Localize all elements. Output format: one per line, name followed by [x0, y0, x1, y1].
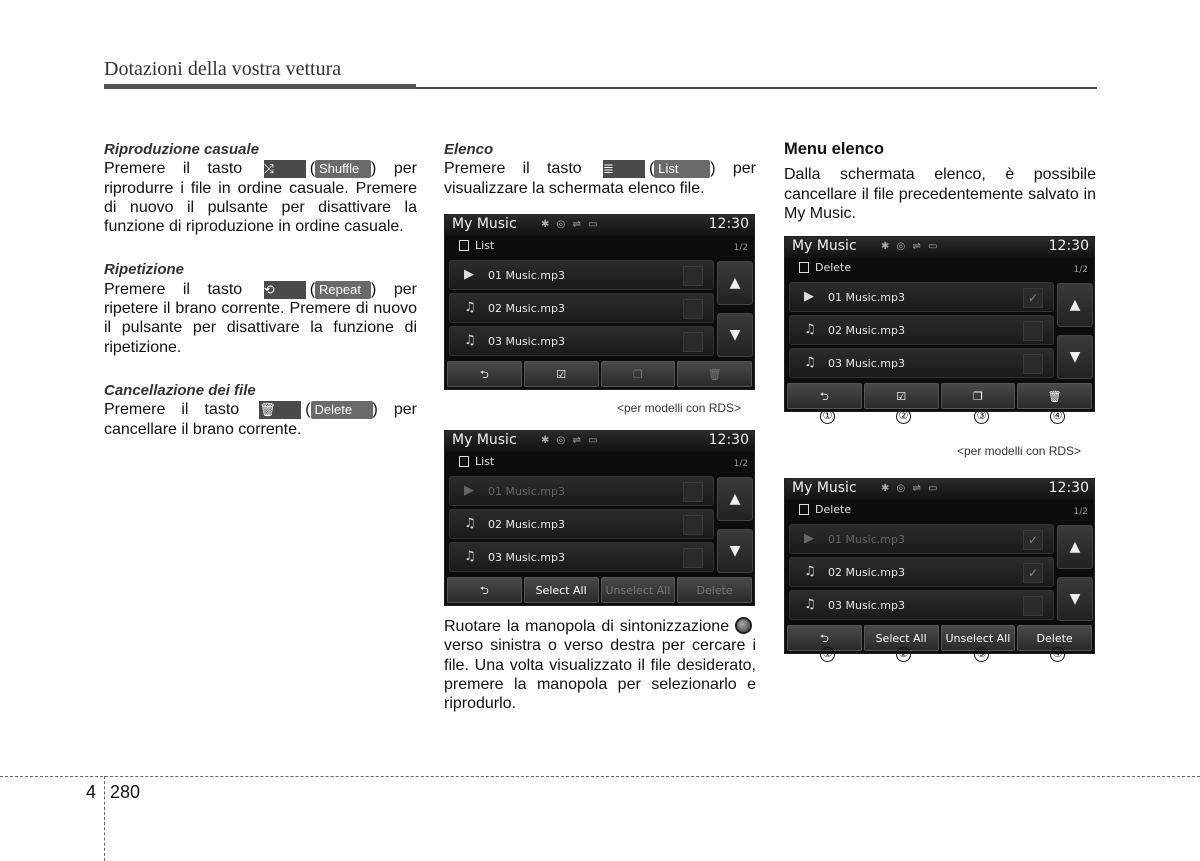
screen-clock: 12:30 [1048, 480, 1089, 496]
file-name: 01 Music.mp3 [828, 533, 905, 546]
list-item[interactable] [449, 326, 714, 356]
screen-clock: 12:30 [1048, 238, 1089, 254]
caption-rds: <per modelli con RDS> [617, 401, 742, 415]
page-indicator: 1/2 [1073, 507, 1088, 517]
file-name: 03 Music.mp3 [828, 357, 905, 370]
file-name: 03 Music.mp3 [488, 551, 565, 564]
scroll-down-button[interactable]: ▼ [1057, 335, 1093, 379]
section-title-shuffle: Riproduzione casuale [104, 141, 260, 158]
text-fragment: Premere il tasto [444, 160, 582, 178]
knob-text [444, 617, 756, 713]
callout-1: ① [820, 647, 835, 662]
page-number: 280 [110, 782, 141, 802]
repeat-icon: ⟲ [264, 281, 306, 299]
column-middle-bottom [444, 617, 756, 713]
page-indicator: 1/2 [733, 459, 748, 469]
section-text-repeat: Premere il tasto ⟲ ( Repeat ) per ripetere il brano corrente. Premere di nuovo il pulsante per disattivare la funzione di ripetizione. [104, 280, 417, 356]
file-name: 02 Music.mp3 [488, 518, 565, 531]
list-button-label: List [654, 160, 710, 178]
callout-4: ④ [1050, 647, 1065, 662]
screen-clock: 12:30 [708, 216, 749, 232]
file-name: 01 Music.mp3 [488, 269, 565, 282]
status-icons: ✱ ◎ ⇌ ▭ [541, 435, 600, 446]
music-note-icon: ♫ [464, 549, 476, 564]
section-text-list: Premere il tasto ≣ ( List ) per visualizzare la schermata elenco file. [444, 160, 756, 197]
scroll-down-button[interactable]: ▼ [1057, 577, 1093, 621]
file-name: 02 Music.mp3 [828, 324, 905, 337]
callout-numbers [784, 647, 1095, 663]
chapter-number: 4 [86, 782, 97, 802]
text-fragment: verso sinistra o verso destra per cercare i file. Una volta visualizzato il file desiderato, premere la manopola per selezionarlo e riprodurlo. [444, 637, 756, 713]
checkbox[interactable] [1023, 596, 1043, 616]
checkbox[interactable] [683, 482, 703, 502]
music-note-icon: ♫ [804, 564, 816, 579]
footer-rule [0, 776, 1200, 777]
screen-delete-select [784, 478, 1095, 654]
play-icon: ▶ [804, 289, 814, 304]
callout-numbers [784, 409, 1095, 425]
music-note-icon: ♫ [464, 300, 476, 315]
screen-topbar [785, 237, 1094, 258]
section-text-menu: Dalla schermata elenco, è possibile cancellare il file precedentemente salvato in My Music. [784, 166, 1096, 222]
play-icon: ▶ [464, 483, 474, 498]
callout-2: ② [896, 647, 911, 662]
callout-2: ② [896, 409, 911, 424]
page-indicator: 1/2 [1073, 265, 1088, 275]
list-item[interactable] [789, 282, 1054, 312]
screen-list-select [444, 430, 755, 606]
mode-label: List [475, 239, 495, 252]
screen-app-title: My Music [792, 238, 857, 254]
scroll-up-button[interactable]: ▲ [1057, 283, 1093, 327]
text-fragment: per cancellare il brano corrente. [104, 401, 417, 438]
page-indicator: 1/2 [733, 243, 748, 253]
screen-mode [799, 503, 851, 516]
trash-button[interactable]: 🗑 [1017, 383, 1092, 409]
list-item[interactable] [449, 542, 714, 572]
list-item[interactable] [449, 293, 714, 323]
music-note-icon: ♫ [464, 516, 476, 531]
shuffle-button-label: Shuffle [315, 160, 371, 178]
checkbox-checked[interactable]: ✓ [1023, 288, 1043, 308]
screen-list [444, 214, 755, 390]
list-icon [799, 262, 809, 273]
music-note-icon: ♫ [464, 333, 476, 348]
trash-icon: 🗑 [259, 401, 301, 419]
select-all-button[interactable]: Select All [524, 577, 599, 603]
callout-3: ③ [974, 647, 989, 662]
repeat-button-label: Repeat [315, 281, 371, 299]
section-title-menu: Menu elenco [784, 140, 884, 158]
play-icon: ▶ [804, 531, 814, 546]
page-title: Dotazioni della vostra vettura [104, 58, 342, 80]
select-button[interactable]: ☑ [864, 383, 939, 409]
section-title-delete: Cancellazione dei file [104, 381, 256, 399]
section-text-delete: Premere il tasto 🗑 ( Delete ) per cancellare il brano corrente. [104, 401, 417, 438]
list-item[interactable] [449, 509, 714, 539]
spacer [104, 357, 417, 381]
copy-button[interactable]: ❐ [601, 361, 676, 387]
list-item[interactable] [449, 476, 714, 506]
back-button[interactable]: ⮌ [787, 625, 862, 651]
back-button[interactable]: ⮌ [787, 383, 862, 409]
tuning-knob-icon [735, 617, 752, 634]
mode-label: Delete [815, 261, 852, 274]
copy-button[interactable]: ❐ [941, 383, 1016, 409]
list-item[interactable] [449, 260, 714, 290]
mode-label: Delete [815, 503, 852, 516]
music-note-icon: ♫ [804, 322, 816, 337]
screen-app-title: My Music [452, 432, 517, 448]
checkbox-checked[interactable]: ✓ [1023, 563, 1043, 583]
screen-button-bar [445, 577, 754, 605]
header-rule-thick [104, 84, 416, 89]
mode-label: List [475, 455, 495, 468]
screen-mode [459, 239, 494, 252]
delete-button[interactable]: Delete [1017, 625, 1092, 651]
text-fragment: Premere il tasto [104, 280, 243, 298]
callout-1: ① [820, 409, 835, 424]
file-name: 01 Music.mp3 [828, 291, 905, 304]
text-fragment: per ripetere il brano corrente. Premere di nuovo il pulsante per disattivare la funzione di ripetizione. [104, 280, 417, 356]
status-icons: ✱ ◎ ⇌ ▭ [881, 483, 940, 494]
scroll-down-button[interactable]: ▼ [717, 313, 753, 357]
back-button[interactable]: ⮌ [447, 361, 522, 387]
unselect-all-button[interactable]: Unselect All [601, 577, 676, 603]
text-fragment: per riprodurre i file in ordine casuale. Premere di nuovo il pulsante per disattivare la funzione di riproduzione in ordine casuale. [104, 160, 417, 236]
screen-button-bar [785, 383, 1094, 411]
checkbox[interactable] [1023, 354, 1043, 374]
screen-button-bar [445, 361, 754, 389]
screen-clock: 12:30 [708, 432, 749, 448]
page-header [104, 58, 1097, 92]
screen-app-title: My Music [452, 216, 517, 232]
delete-button-label: Delete [311, 401, 373, 419]
list-icon [459, 456, 469, 467]
scroll-down-button[interactable]: ▼ [717, 529, 753, 573]
file-name: 03 Music.mp3 [828, 599, 905, 612]
checkbox[interactable] [683, 515, 703, 535]
trash-button[interactable]: 🗑 [677, 361, 752, 387]
screen-delete [784, 236, 1095, 412]
list-item[interactable] [789, 590, 1054, 620]
select-all-button[interactable]: Select All [864, 625, 939, 651]
list-item[interactable] [789, 348, 1054, 378]
back-button[interactable]: ⮌ [447, 577, 522, 603]
music-note-icon: ♫ [804, 355, 816, 370]
column-right [784, 140, 1096, 223]
status-icons: ✱ ◎ ⇌ ▭ [881, 241, 940, 252]
select-button[interactable]: ☑ [524, 361, 599, 387]
column-middle [444, 140, 756, 198]
list-icon: ≣ [603, 160, 645, 178]
checkbox-checked[interactable]: ✓ [1023, 530, 1043, 550]
screen-topbar [785, 479, 1094, 500]
checkbox[interactable] [683, 266, 703, 286]
screen-topbar [445, 431, 754, 452]
music-note-icon: ♫ [804, 597, 816, 612]
text-fragment: Ruotare la manopola di sintonizzazione [444, 618, 730, 635]
screen-mode [459, 455, 494, 468]
checkbox[interactable] [683, 299, 703, 319]
scroll-up-button[interactable]: ▲ [717, 477, 753, 521]
list-icon [799, 504, 809, 515]
header-rule-thin [416, 87, 1097, 89]
checkbox[interactable] [683, 332, 703, 352]
file-name: 02 Music.mp3 [828, 566, 905, 579]
section-title-list: Elenco [444, 141, 494, 158]
file-name: 03 Music.mp3 [488, 335, 565, 348]
footer-divider [104, 776, 105, 861]
list-item[interactable] [789, 557, 1054, 587]
text-fragment: Premere il tasto [104, 160, 243, 178]
screen-app-title: My Music [792, 480, 857, 496]
screen-topbar [445, 215, 754, 236]
text-fragment: Premere il tasto [104, 401, 240, 419]
callout-4: ④ [1050, 409, 1065, 424]
caption-rds: <per modelli con RDS> [957, 444, 1082, 458]
checkbox[interactable] [683, 548, 703, 568]
section-title-repeat: Ripetizione [104, 261, 185, 279]
scroll-up-button[interactable]: ▲ [1057, 525, 1093, 569]
section-text-shuffle: Premere il tasto ⤨ ( Shuffle ) per riprodurre i file in ordine casuale. Premere di nuovo il pulsante per disattivare la funzione di riproduzione in ordine casuale. [104, 160, 417, 236]
screen-mode [799, 261, 851, 274]
unselect-all-button[interactable]: Unselect All [941, 625, 1016, 651]
file-name: 01 Music.mp3 [488, 485, 565, 498]
status-icons: ✱ ◎ ⇌ ▭ [541, 219, 600, 230]
shuffle-icon: ⤨ [264, 160, 306, 178]
column-left [104, 140, 417, 439]
callout-3: ③ [974, 409, 989, 424]
scroll-up-button[interactable]: ▲ [717, 261, 753, 305]
spacer [104, 236, 417, 260]
play-icon: ▶ [464, 267, 474, 282]
delete-button[interactable]: Delete [677, 577, 752, 603]
list-icon [459, 240, 469, 251]
file-name: 02 Music.mp3 [488, 302, 565, 315]
list-item[interactable] [789, 524, 1054, 554]
text-fragment: per visualizzare la schermata elenco file. [444, 160, 756, 197]
list-item[interactable] [789, 315, 1054, 345]
checkbox[interactable] [1023, 321, 1043, 341]
